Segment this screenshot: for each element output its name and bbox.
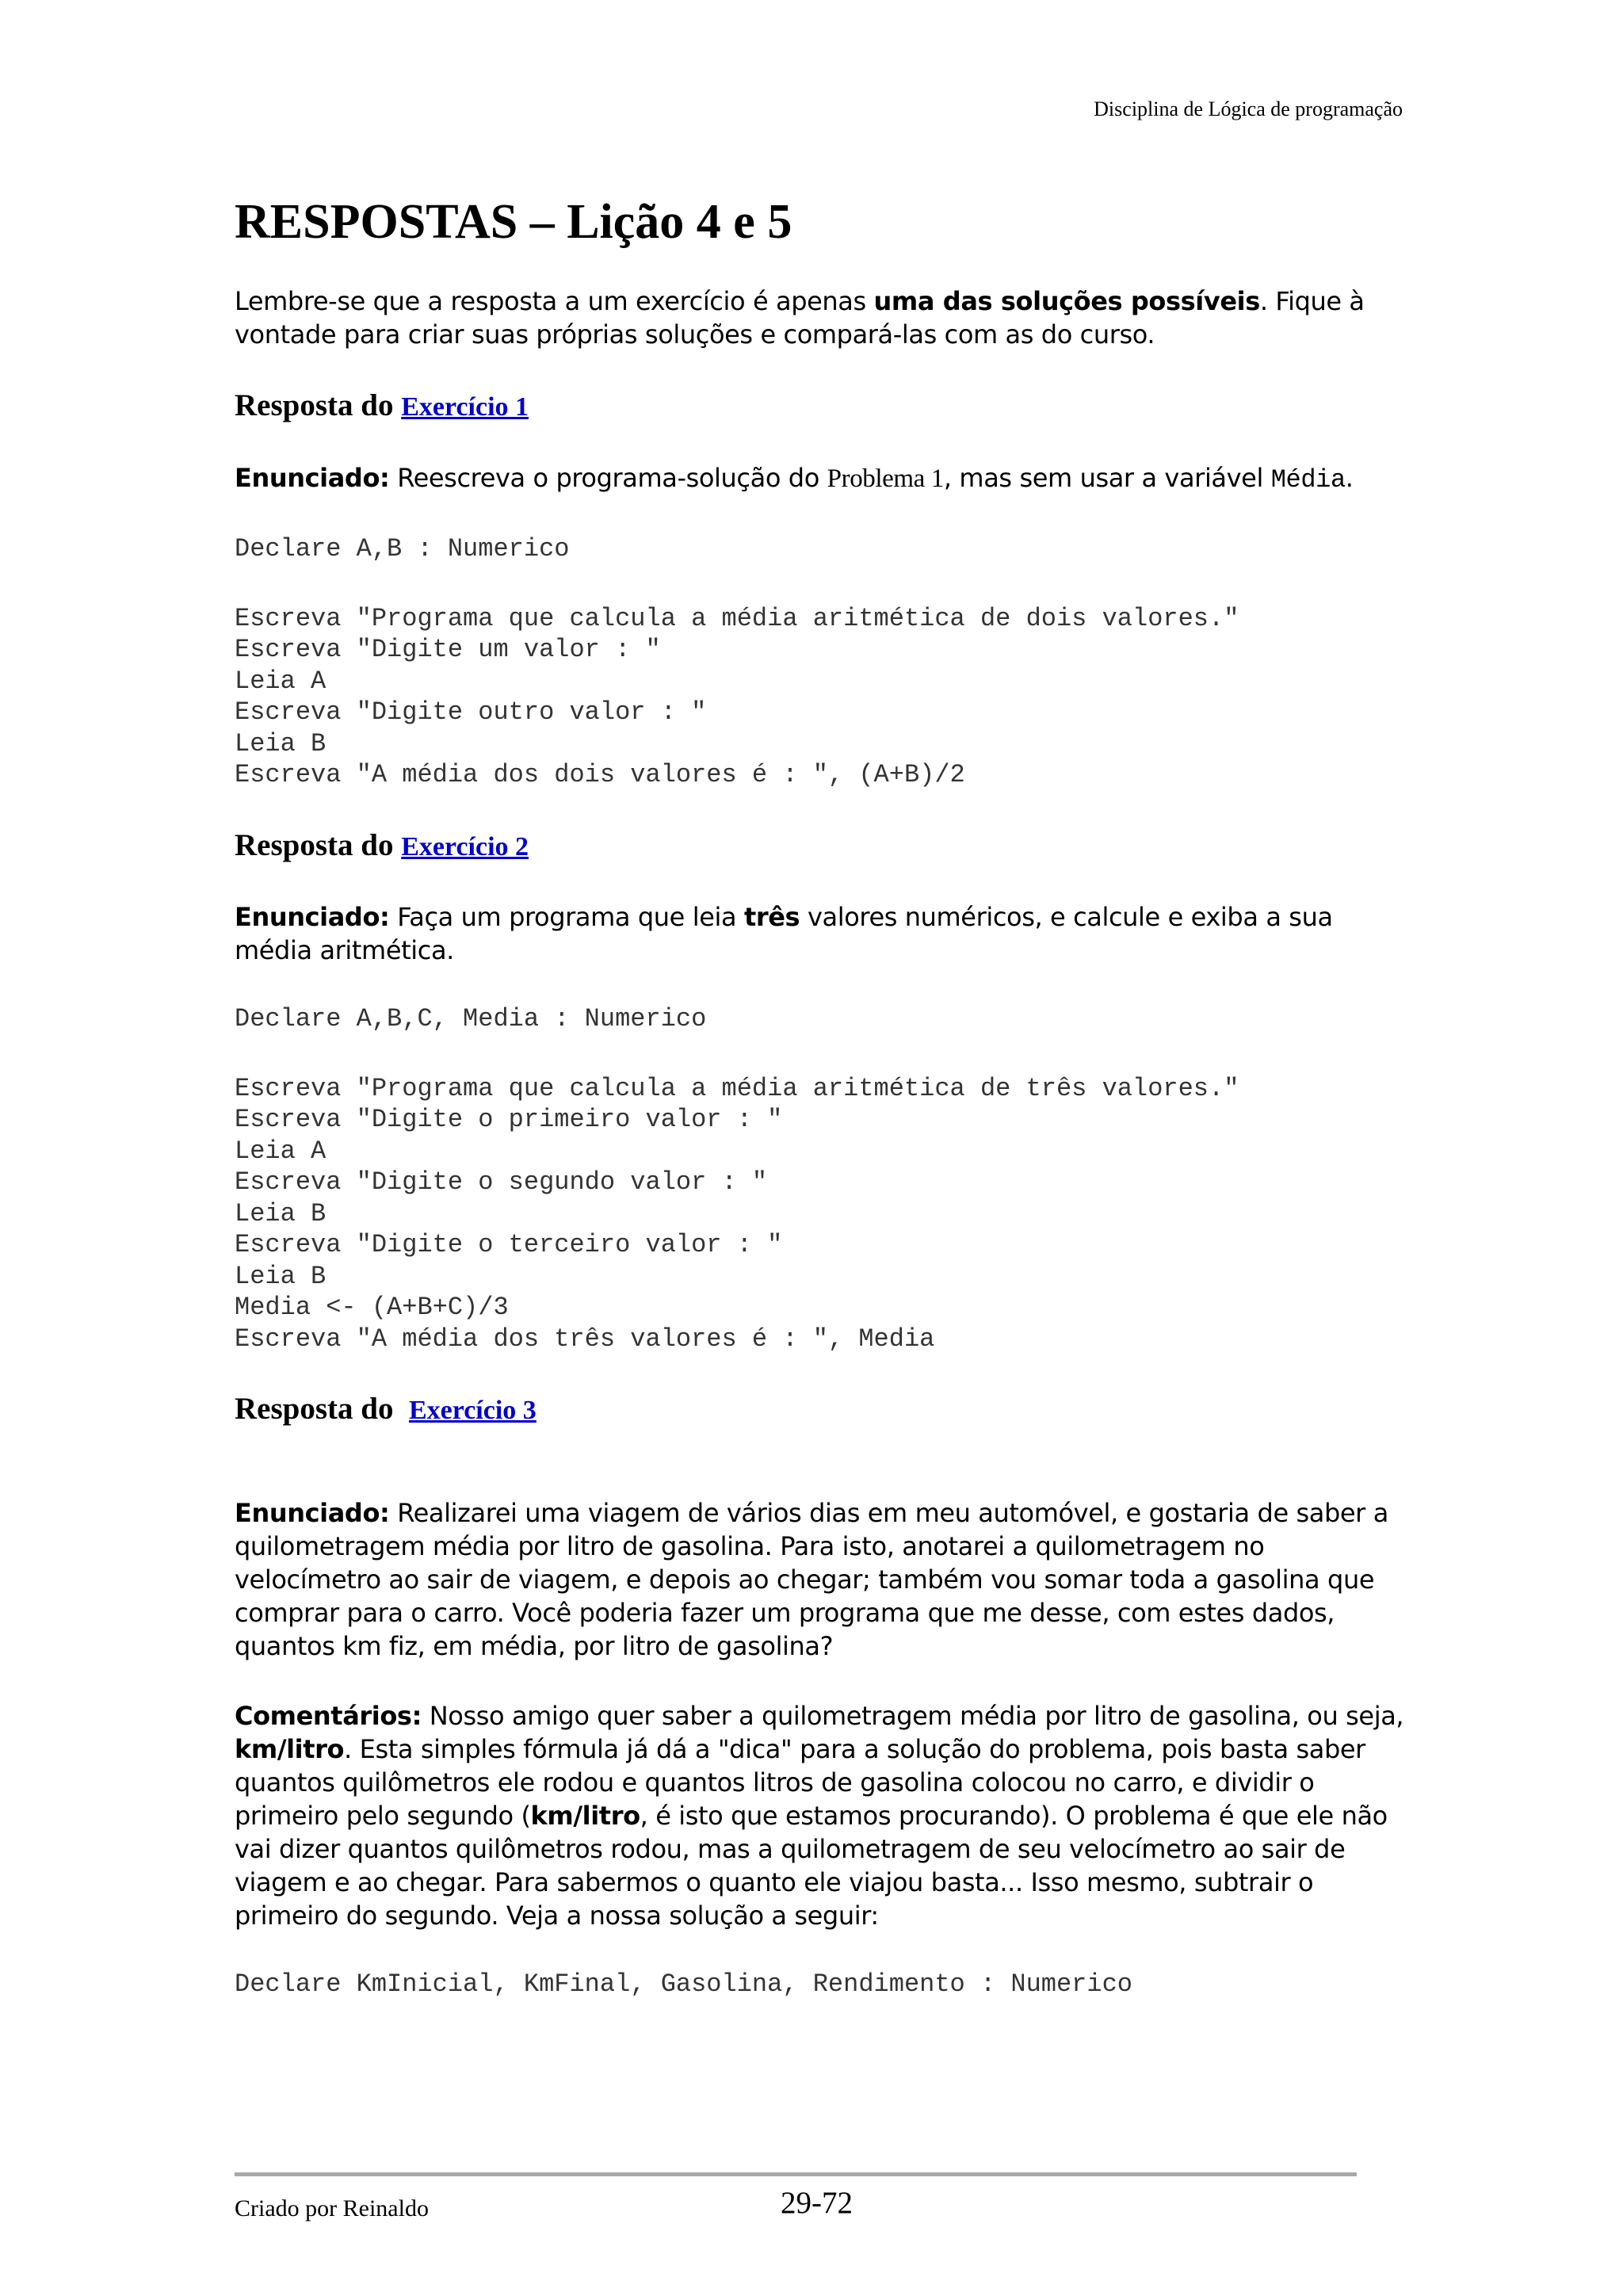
comentarios-label: Comentários: <box>235 1701 422 1732</box>
enunciado-text: , mas sem usar a variável <box>943 463 1271 494</box>
comentarios-bold: km/litro <box>530 1801 640 1832</box>
comentarios-bold: km/litro <box>235 1734 345 1765</box>
exercise-3-link[interactable]: Exercício 3 <box>408 1396 537 1426</box>
footer-page-number: 29-72 <box>781 2186 853 2220</box>
section-heading-exercise-3 <box>235 1391 1407 1428</box>
intro-text-2: . Fique à vontade para criar suas próprias soluções e compará-las com as do curso. <box>235 286 1365 350</box>
main-content <box>235 194 1407 2000</box>
enunciado-exercise-2 <box>235 900 1407 967</box>
enunciado-text: . <box>1345 463 1354 494</box>
comentarios-text: Nosso amigo quer saber a quilometragem média por litro de gasolina, ou seja, <box>421 1701 1404 1732</box>
enunciado-text: Reescreva o programa-solução do <box>389 463 827 494</box>
problem-reference: Problema 1 <box>827 464 944 494</box>
footer-author: Criado por Reinaldo <box>235 2195 429 2222</box>
exercise-2-link[interactable]: Exercício 2 <box>401 831 529 861</box>
variable-name: Média <box>1270 465 1346 495</box>
comentarios-text: . Esta simples fórmula já dá a "dica" para a solução do problema, pois basta saber quantos quilômetros ele rodou e quantos litros de gasolina colocou no carro, e dividir o primeiro pelo segundo ( <box>235 1734 1365 1832</box>
enunciado-exercise-3 <box>235 1496 1407 1663</box>
header-discipline: Disciplina de Lógica de programação <box>1094 97 1403 120</box>
footer-divider <box>235 2172 1357 2176</box>
code-block-exercise-1: Escreva "Programa que calcula a média aritmética de dois valores." Escreva "Digite um valor : " Leia A Escreva "Digite outro valor : " Leia B Escreva "A média dos dois valores é : ", (A+B)/2 <box>235 603 1239 790</box>
intro-text-1: Lembre-se que a resposta a um exercício é apenas <box>235 286 874 317</box>
section-heading-exercise-1 <box>235 388 1407 425</box>
heading-prefix: Resposta do <box>235 1392 409 1427</box>
enunciado-label: Enunciado: <box>235 902 390 933</box>
enunciado-exercise-1 <box>235 461 1407 497</box>
enunciado-label: Enunciado: <box>235 463 390 494</box>
code-declare-exercise-1: Declare A,B : Numerico <box>235 534 570 564</box>
intro-paragraph <box>235 285 1407 351</box>
enunciado-label: Enunciado: <box>235 1498 390 1529</box>
exercise-1-link[interactable]: Exercício 1 <box>401 392 529 422</box>
enunciado-bold: três <box>743 902 800 933</box>
code-declare-exercise-3: Declare KmInicial, KmFinal, Gasolina, Rendimento : Numerico <box>235 1969 1132 2000</box>
comentarios-text: , é isto que estamos procurando). O problema é que ele não vai dizer quantos quilômetros rodou, mas a quilometragem de seu velocímetro ao sair de viagem e ao chegar. Para sabermos o quanto ele viajou basta... Isso mesmo, subtrair o primeiro do segundo. Veja a nossa solução a seguir: <box>235 1801 1388 1931</box>
enunciado-text: valores numéricos, e calcule e exiba a sua média aritmética. <box>235 902 1333 966</box>
intro-bold: uma das soluções possíveis <box>873 286 1260 317</box>
heading-prefix: Resposta do <box>235 388 402 423</box>
page-title: RESPOSTAS – Lição 4 e 5 <box>235 195 792 249</box>
section-heading-exercise-2 <box>235 827 1407 865</box>
code-declare-exercise-2: Declare A,B,C, Media : Numerico <box>235 1004 707 1034</box>
enunciado-text: Realizarei uma viagem de vários dias em meu automóvel, e gostaria de saber a quilometragem média por litro de gasolina. Para isto, anotarei a quilometragem no velocímetro ao sair de viagem, e depois ao chegar; também vou somar toda a gasolina que comprar para o carro. Você poderia fazer um programa que me desse, com estes dados, quantos km fiz, em média, por litro de gasolina? <box>235 1498 1388 1662</box>
enunciado-text: Faça um programa que leia <box>389 902 744 933</box>
code-block-exercise-2: Escreva "Programa que calcula a média aritmética de três valores." Escreva "Digite o primeiro valor : " Leia A Escreva "Digite o segundo valor : " Leia B Escreva "Digite o terceiro valor : " Leia B Media <- (A+B+C)/3 Escreva "A média dos três valores é : ", Media <box>235 1073 1239 1354</box>
heading-prefix: Resposta do <box>235 827 402 862</box>
comentarios-exercise-3 <box>235 1699 1407 1932</box>
